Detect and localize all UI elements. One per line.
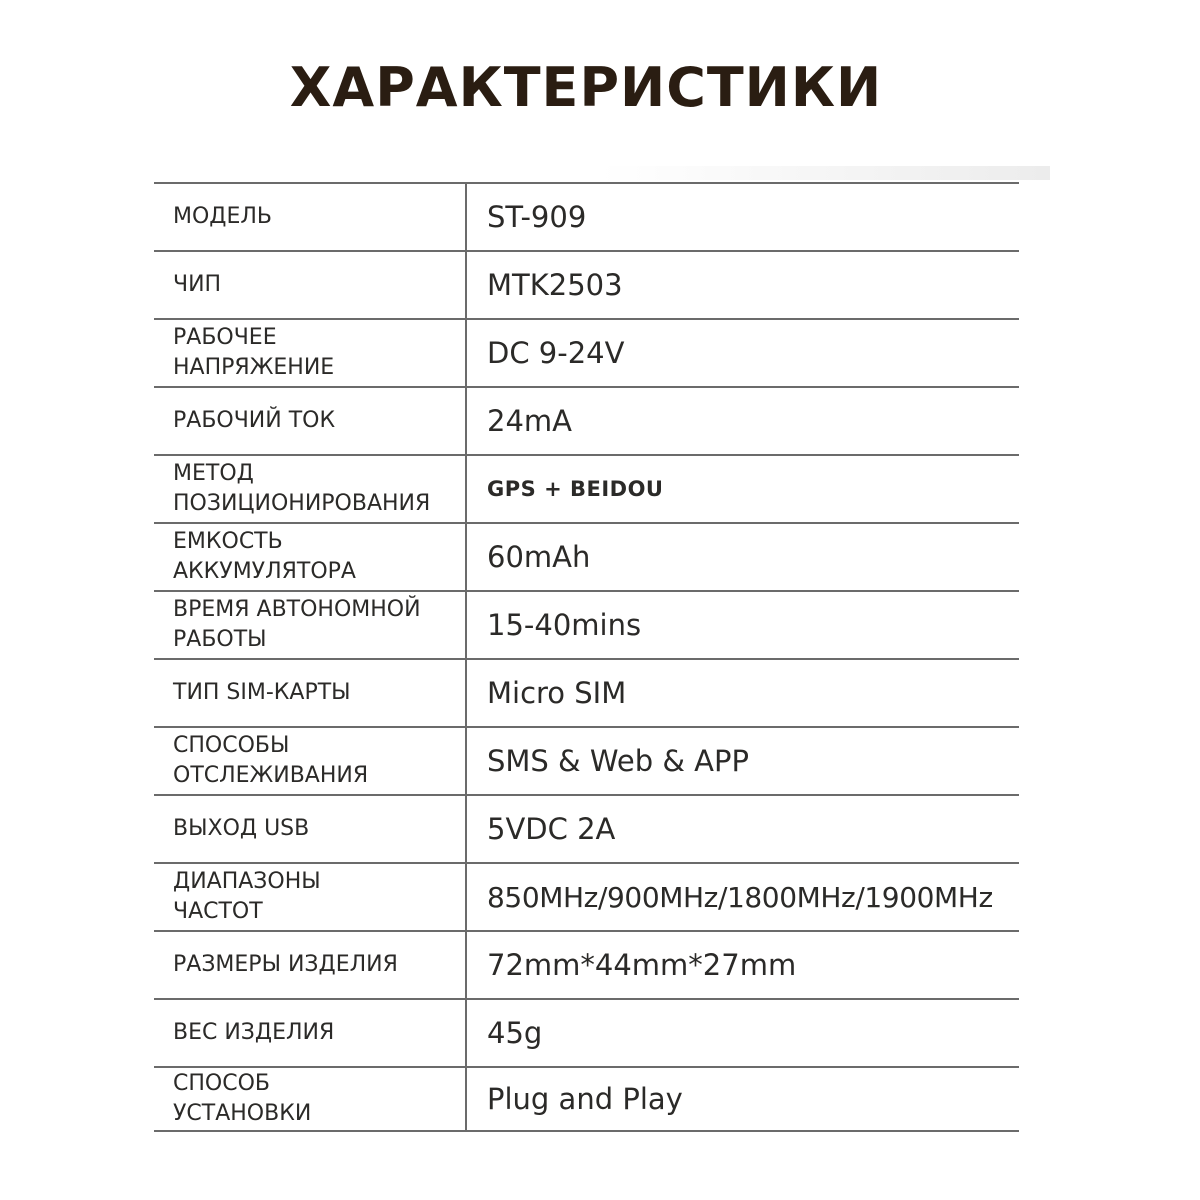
spec-value: MTK2503 <box>487 268 623 302</box>
spec-row-chip <box>154 252 1019 320</box>
spec-label: ВРЕМЯ АВТОНОМНОЙ РАБОТЫ <box>154 592 467 658</box>
spec-value: Micro SIM <box>487 676 627 710</box>
spec-row-usb <box>154 796 1019 864</box>
spec-label: РАБОЧИЙ ТОК <box>154 388 467 454</box>
spec-value: ST-909 <box>487 200 587 234</box>
spec-row-autonomy <box>154 592 1019 660</box>
spec-label: ЕМКОСТЬ АККУМУЛЯТОРА <box>154 524 467 590</box>
spec-value: SMS & Web & APP <box>487 744 749 778</box>
spec-value: 24mA <box>487 404 572 438</box>
spec-row-sim <box>154 660 1019 728</box>
spec-label: ДИАПАЗОНЫ ЧАСТОТ <box>154 864 467 930</box>
spec-label: ТИП SIM-КАРТЫ <box>154 660 467 726</box>
spec-row-frequencies <box>154 864 1019 932</box>
spec-value: 60mAh <box>487 540 591 574</box>
spec-value: 5VDC 2A <box>487 812 616 846</box>
spec-value: Plug and Play <box>487 1082 683 1116</box>
spec-row-installation <box>154 1068 1019 1132</box>
spec-value: 850MHz/900MHz/1800MHz/1900MHz <box>487 880 993 914</box>
spec-row-battery <box>154 524 1019 592</box>
spec-row-positioning <box>154 456 1019 524</box>
spec-row-model <box>154 184 1019 252</box>
spec-row-voltage <box>154 320 1019 388</box>
spec-row-tracking <box>154 728 1019 796</box>
spec-label: МОДЕЛЬ <box>154 184 467 250</box>
spec-value: GPS + BEIDOU <box>487 477 664 501</box>
spec-label: ВЕС ИЗДЕЛИЯ <box>154 1000 467 1066</box>
spec-label: ВЫХОД USB <box>154 796 467 862</box>
spec-row-current <box>154 388 1019 456</box>
spec-row-dimensions <box>154 932 1019 1000</box>
spec-label: МЕТОД ПОЗИЦИОНИРОВАНИЯ <box>154 456 467 522</box>
spec-label: ЧИП <box>154 252 467 318</box>
header-fade-decoration <box>600 166 1050 180</box>
spec-label: РАЗМЕРЫ ИЗДЕЛИЯ <box>154 932 467 998</box>
spec-value: 72mm*44mm*27mm <box>487 948 797 982</box>
spec-value: 15-40mins <box>487 608 642 642</box>
spec-label: СПОСОБ УСТАНОВКИ <box>154 1068 467 1130</box>
spec-label: РАБОЧЕЕ НАПРЯЖЕНИЕ <box>154 320 467 386</box>
page-title: ХАРАКТЕРИСТИКИ <box>289 56 883 119</box>
spec-table <box>154 182 1019 1132</box>
spec-label: СПОСОБЫ ОТСЛЕЖИВАНИЯ <box>154 728 467 794</box>
spec-value: 45g <box>487 1016 543 1050</box>
spec-row-weight <box>154 1000 1019 1068</box>
spec-value: DC 9-24V <box>487 336 625 370</box>
